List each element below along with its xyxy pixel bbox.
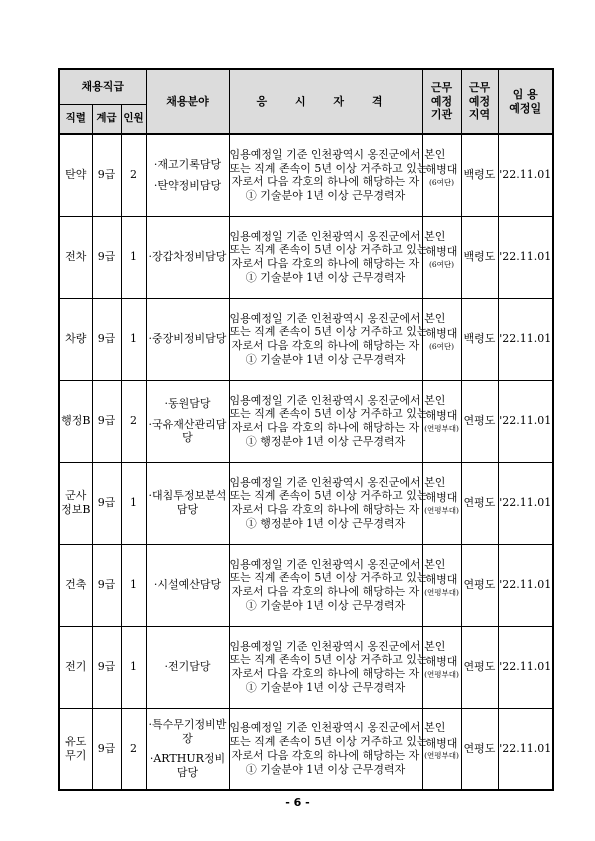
field-item: ·탄약정비담당 <box>153 178 222 192</box>
field-item: ·국유재산관리담당 <box>148 417 227 445</box>
header-region-line3: 지역 <box>468 108 491 122</box>
qualification-line: 또는 직계 존속이 5년 이상 거주하고 있는 <box>229 653 428 667</box>
cell-date: '22.11.01 <box>498 626 553 708</box>
cell-grade: 9급 <box>92 216 121 298</box>
cell-rank: 전차 <box>59 216 92 298</box>
qualification-line: ① 기술분야 1년 이상 근무경력자 <box>245 189 406 202</box>
qualification-line: 자로서 다음 각호의 하나에 해당하는 자 <box>231 175 420 189</box>
cell-rank: 행정B <box>59 380 92 462</box>
org-unit: (6여단) <box>428 177 455 187</box>
org-name: 해병대 <box>425 326 458 340</box>
cell-rank: 군사정보B <box>59 462 92 544</box>
qualification-line: 임용예정일 기준 인천광역시 옹진군에서 본인 <box>229 721 446 735</box>
header-date-line1: 임 용 <box>512 87 538 101</box>
cell-region: 연평도 <box>461 708 498 790</box>
org-unit: (6여단) <box>428 341 455 351</box>
cell-region: 연평도 <box>461 544 498 626</box>
header-org-line2: 예정 <box>430 94 453 108</box>
qualification-line: ① 행정분야 1년 이상 근무경력자 <box>245 516 406 530</box>
qualification-line: 임용예정일 기준 인천광역시 옹진군에서 본인 <box>229 393 446 407</box>
cell-field <box>146 462 229 544</box>
recruitment-table <box>58 68 554 791</box>
cell-region: 백령도 <box>461 134 498 216</box>
table-header <box>59 69 553 134</box>
cell-rank: 차량 <box>59 298 92 380</box>
field-item: ·전기담당 <box>164 660 211 674</box>
qualification-line: 또는 직계 존속이 5년 이상 거주하고 있는 <box>229 161 428 175</box>
cell-count: 1 <box>121 298 146 380</box>
cell-grade: 9급 <box>92 380 121 462</box>
org-unit: (연평부대) <box>424 423 459 433</box>
table-row <box>59 544 553 626</box>
qualification-line: 또는 직계 존속이 5년 이상 거주하고 있는 <box>229 407 428 421</box>
header-field: 채용분야 <box>146 69 229 134</box>
cell-rank: 탄약 <box>59 134 92 216</box>
cell-rank: 전기 <box>59 626 92 708</box>
org-name: 해병대 <box>425 408 458 422</box>
qualification-line: 임용예정일 기준 인천광역시 옹진군에서 본인 <box>229 475 446 489</box>
org-name: 해병대 <box>425 490 458 504</box>
org-name: 해병대 <box>425 736 458 750</box>
cell-org <box>422 380 461 462</box>
qualification-line: 또는 직계 존속이 5년 이상 거주하고 있는 <box>229 489 428 503</box>
cell-rank: 유도무기 <box>59 708 92 790</box>
org-name: 해병대 <box>425 244 458 258</box>
qualification-line: 임용예정일 기준 인천광역시 옹진군에서 본인 <box>229 557 446 571</box>
org-name: 해병대 <box>425 572 458 586</box>
qualification-line: ① 기술분야 1년 이상 근무경력자 <box>245 598 406 612</box>
cell-date: '22.11.01 <box>498 134 553 216</box>
page-number: - 6 - <box>285 796 310 809</box>
cell-count: 2 <box>121 380 146 462</box>
field-item: ·특수무기정비반장 <box>148 717 227 745</box>
qualification-line: ① 기술분야 1년 이상 근무경력자 <box>245 270 406 284</box>
cell-region: 백령도 <box>461 298 498 380</box>
header-date-line2: 예정일 <box>509 101 542 115</box>
field-item: ·ARTHUR정비담당 <box>149 752 226 779</box>
field-item: ·대침투정보분석담당 <box>148 489 227 516</box>
field-item: ·장갑차정비담당 <box>148 250 227 264</box>
cell-field <box>146 626 229 708</box>
table-row <box>59 462 553 544</box>
cell-field <box>146 380 229 462</box>
cell-grade: 9급 <box>92 708 121 790</box>
cell-grade: 9급 <box>92 544 121 626</box>
qualification-line: 자로서 다음 각호의 하나에 해당하는 자 <box>231 339 420 352</box>
cell-field <box>146 216 229 298</box>
cell-count: 1 <box>121 216 146 298</box>
qualification-line: 임용예정일 기준 인천광역시 옹진군에서 본인 <box>229 147 446 161</box>
cell-org <box>422 298 461 380</box>
header-grade: 계급 <box>92 105 121 135</box>
header-qualification: 응 시 자 격 <box>229 69 422 134</box>
org-unit: (연평부대) <box>424 751 459 761</box>
qualification-line: 임용예정일 기준 인천광역시 옹진군에서 본인 <box>229 639 446 653</box>
org-unit: (연평부대) <box>424 505 459 515</box>
table-row <box>59 134 553 216</box>
org-unit: (6여단) <box>428 259 455 269</box>
qualification-line: ① 기술분야 1년 이상 근무경력자 <box>245 762 406 776</box>
qualification-line: 자로서 다음 각호의 하나에 해당하는 자 <box>231 585 420 598</box>
header-group-title: 채용직급 <box>59 69 146 105</box>
field-item: ·동원담당 <box>164 396 211 410</box>
cell-date: '22.11.01 <box>498 462 553 544</box>
cell-count: 1 <box>121 544 146 626</box>
cell-rank: 건축 <box>59 544 92 626</box>
cell-grade: 9급 <box>92 462 121 544</box>
qualification-line: 자로서 다음 각호의 하나에 해당하는 자 <box>231 421 420 434</box>
cell-grade: 9급 <box>92 626 121 708</box>
org-name: 해병대 <box>425 163 458 177</box>
header-region-line1: 근무 <box>468 80 491 94</box>
qualification-line: ① 기술분야 1년 이상 근무경력자 <box>245 352 406 366</box>
cell-grade: 9급 <box>92 134 121 216</box>
qualification-line: ① 기술분야 1년 이상 근무경력자 <box>245 680 406 694</box>
cell-org <box>422 544 461 626</box>
field-item: ·재고기록담당 <box>153 158 222 171</box>
cell-region: 백령도 <box>461 216 498 298</box>
header-region <box>461 69 498 134</box>
cell-date: '22.11.01 <box>498 298 553 380</box>
header-org-line1: 근무 <box>430 80 453 94</box>
cell-org <box>422 462 461 544</box>
cell-org <box>422 216 461 298</box>
table-row <box>59 298 553 380</box>
table-row <box>59 708 553 790</box>
cell-grade: 9급 <box>92 298 121 380</box>
cell-count: 1 <box>121 626 146 708</box>
table-body <box>59 134 553 790</box>
qualification-line: 또는 직계 존속이 5년 이상 거주하고 있는 <box>229 735 428 748</box>
cell-count: 2 <box>121 708 146 790</box>
qualification-line: 자로서 다음 각호의 하나에 해당하는 자 <box>231 503 420 516</box>
cell-field <box>146 134 229 216</box>
header-org <box>422 69 461 134</box>
qualification-line: 또는 직계 존속이 5년 이상 거주하고 있는 <box>229 243 428 257</box>
cell-field <box>146 298 229 380</box>
cell-date: '22.11.01 <box>498 216 553 298</box>
qualification-line: 자로서 다음 각호의 하나에 해당하는 자 <box>231 667 420 680</box>
header-count: 인원 <box>121 105 146 135</box>
cell-field <box>146 708 229 790</box>
cell-field <box>146 544 229 626</box>
table-row <box>59 626 553 708</box>
qualification-line: ① 행정분야 1년 이상 근무경력자 <box>245 434 406 448</box>
table-row <box>59 216 553 298</box>
qualification-line: 또는 직계 존속이 5년 이상 거주하고 있는 <box>229 325 428 339</box>
cell-date: '22.11.01 <box>498 708 553 790</box>
header-date <box>498 69 553 134</box>
header-rank: 직렬 <box>59 105 92 135</box>
table-row <box>59 380 553 462</box>
cell-region: 연평도 <box>461 462 498 544</box>
qualification-line: 임용예정일 기준 인천광역시 옹진군에서 본인 <box>229 229 446 243</box>
qualification-line: 자로서 다음 각호의 하나에 해당하는 자 <box>231 257 420 270</box>
cell-org <box>422 626 461 708</box>
header-org-line3: 기관 <box>430 108 453 122</box>
header-region-line2: 예정 <box>468 94 491 108</box>
qualification-line: 자로서 다음 각호의 하나에 해당하는 자 <box>231 748 420 762</box>
cell-org <box>422 134 461 216</box>
qualification-line: 임용예정일 기준 인천광역시 옹진군에서 본인 <box>229 311 446 325</box>
field-item: ·중장비정비담당 <box>148 332 227 346</box>
cell-region: 연평도 <box>461 380 498 462</box>
cell-date: '22.11.01 <box>498 544 553 626</box>
cell-region: 연평도 <box>461 626 498 708</box>
org-unit: (연평부대) <box>424 587 459 597</box>
cell-date: '22.11.01 <box>498 380 553 462</box>
qualification-line: 또는 직계 존속이 5년 이상 거주하고 있는 <box>229 571 428 585</box>
org-unit: (연평부대) <box>424 669 459 679</box>
cell-count: 2 <box>121 134 146 216</box>
field-item: ·시설예산담당 <box>153 578 222 592</box>
org-name: 해병대 <box>425 654 458 668</box>
cell-count: 1 <box>121 462 146 544</box>
